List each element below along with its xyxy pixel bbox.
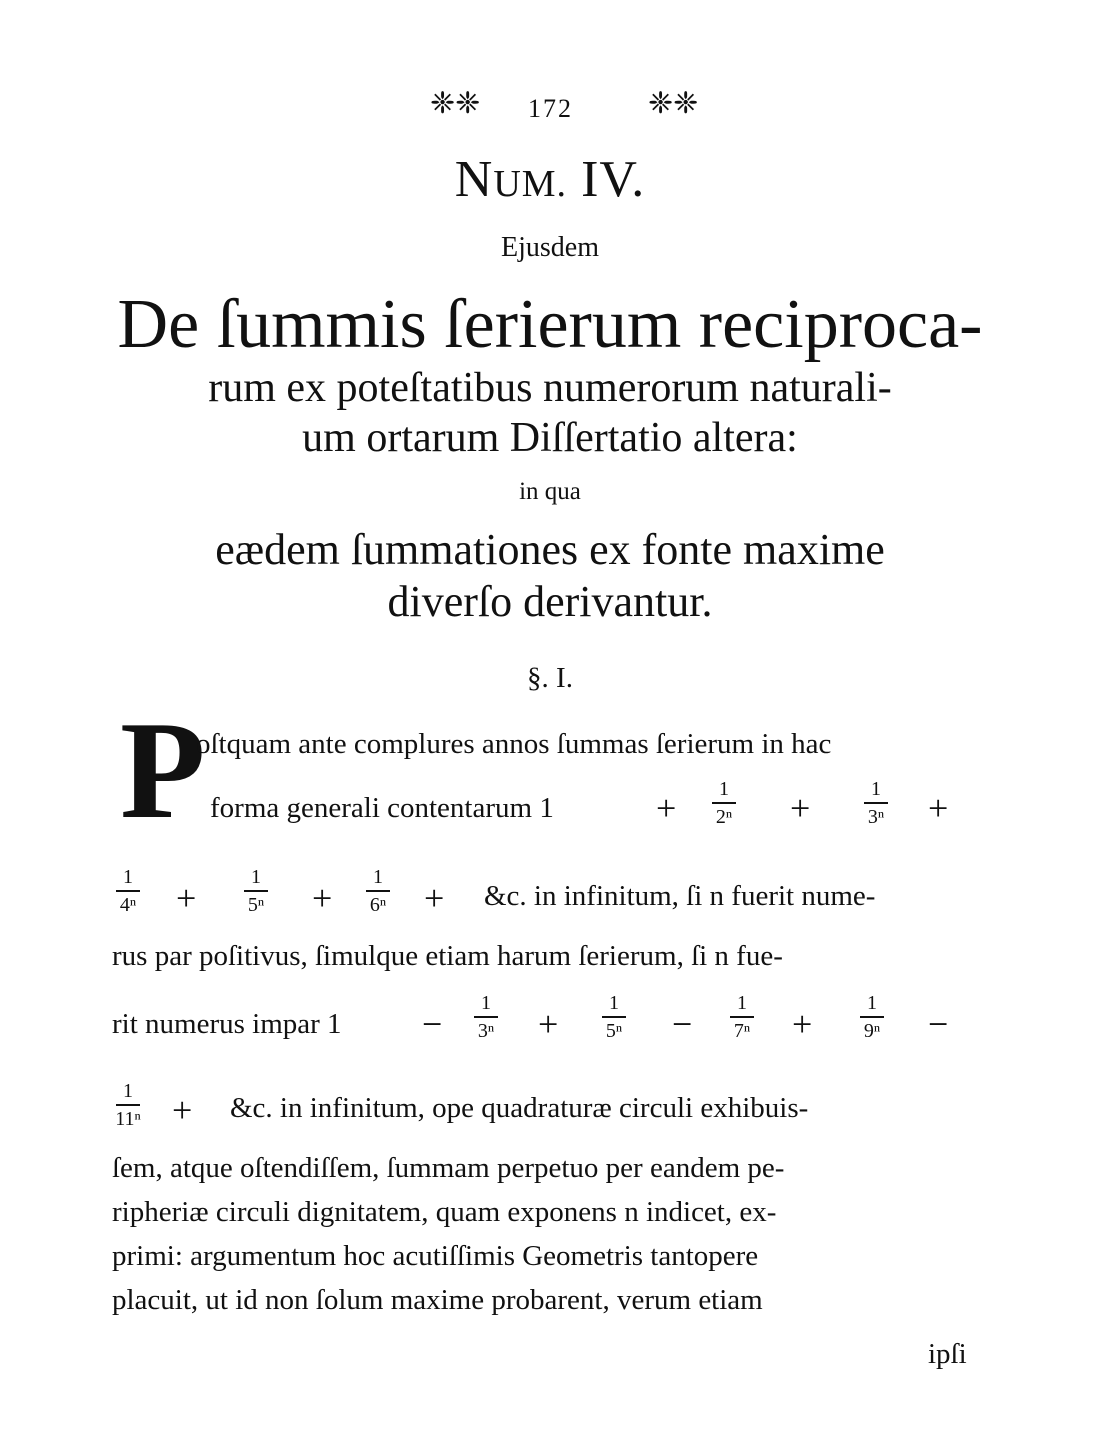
fraction-1-4n	[108, 866, 148, 916]
fraction-numerator: 1	[251, 866, 261, 888]
fraction-numerator: 1	[123, 1080, 133, 1102]
fraction-denominator: 3ⁿ	[477, 1020, 495, 1042]
fraction-numerator: 1	[737, 992, 747, 1014]
fraction-1-5n-b	[594, 992, 634, 1042]
body-line-9: primi: argumentum hoc acutiſſimis Geometris tantopere	[112, 1240, 759, 1272]
title-line-2: rum ex poteſtatibus numerorum naturali-	[208, 365, 892, 411]
plus-sign: +	[176, 878, 197, 918]
author-ref: Ejusdem	[501, 232, 599, 263]
section-number	[0, 150, 1100, 209]
fraction-denominator: 4ⁿ	[119, 894, 137, 916]
plus-sign: +	[790, 788, 811, 828]
fraction-denominator: 5ⁿ	[247, 894, 265, 916]
body-line-7: ſem, atque oſtendiſſem, ſummam perpetuo per eandem pe-	[112, 1152, 785, 1184]
in-qua: in qua	[519, 478, 581, 505]
plus-sign: +	[424, 878, 445, 918]
fraction-1-11n	[108, 1080, 148, 1130]
body-line-5: rit numerus impar 1	[112, 1008, 342, 1040]
fraction-denominator: 2ⁿ	[715, 806, 733, 828]
num-roman: IV.	[581, 151, 646, 208]
fraction-denominator: 9ⁿ	[863, 1020, 881, 1042]
num-rest: UM.	[493, 163, 568, 205]
fraction-denominator: 3ⁿ	[867, 806, 885, 828]
title-line-1: De ſummis ſerierum reciproca-	[117, 286, 983, 363]
plus-sign: +	[656, 788, 677, 828]
fraction-denominator: 6ⁿ	[369, 894, 387, 916]
body-line-2: forma generali contentarum 1	[210, 792, 554, 824]
drop-cap: P	[120, 693, 206, 848]
plus-sign: +	[792, 1004, 813, 1044]
fraction-1-9n	[852, 992, 892, 1042]
fraction-denominator: 7ⁿ	[733, 1020, 751, 1042]
ornament-right-icon: ❈❈	[648, 87, 699, 120]
body-line-8: ripheriæ circuli dignitatem, quam exponens n indicet, ex-	[112, 1196, 777, 1228]
plus-sign: +	[172, 1090, 193, 1130]
fraction-numerator: 1	[123, 866, 133, 888]
catchword: ipſi	[928, 1338, 967, 1370]
fraction-numerator: 1	[481, 992, 491, 1014]
body-line-1: oſtquam ante complures annos ſummas ſerierum in hac	[196, 728, 832, 760]
num-first-letter: N	[454, 151, 494, 208]
minus-sign: −	[422, 1004, 443, 1044]
fraction-numerator: 1	[609, 992, 619, 1014]
title-line-3: um ortarum Diſſertatio altera:	[302, 415, 798, 461]
plus-sign: +	[312, 878, 333, 918]
ornament-left-icon: ❈❈	[430, 87, 481, 120]
fraction-numerator: 1	[867, 992, 877, 1014]
fraction-1-5n	[236, 866, 276, 916]
minus-sign: −	[928, 1004, 949, 1044]
fraction-1-3n-b	[466, 992, 506, 1042]
minus-sign: −	[672, 1004, 693, 1044]
plus-sign: +	[538, 1004, 559, 1044]
body-line-10: placuit, ut id non ſolum maxime probarent, verum etiam	[112, 1284, 763, 1316]
fraction-1-2n	[704, 778, 744, 828]
plus-sign: +	[928, 788, 949, 828]
fraction-1-6n	[358, 866, 398, 916]
body-line-6-tail: &c. in infinitum, ope quadraturæ circuli exhibuis-	[230, 1092, 809, 1124]
fraction-denominator: 11ⁿ	[115, 1108, 141, 1130]
fraction-numerator: 1	[719, 778, 729, 800]
title-line-4: eædem ſummationes ex fonte maxime	[215, 525, 885, 574]
section-mark: §. I.	[527, 662, 573, 694]
fraction-numerator: 1	[373, 866, 383, 888]
title-line-5: diverſo derivantur.	[387, 577, 713, 626]
fraction-denominator: 5ⁿ	[605, 1020, 623, 1042]
fraction-1-7n	[722, 992, 762, 1042]
page-number: 172	[528, 94, 573, 123]
fraction-numerator: 1	[871, 778, 881, 800]
body-line-4: rus par poſitivus, ſimulque etiam harum ſerierum, ſi n fue-	[112, 940, 783, 972]
body-line-3-tail: &c. in infinitum, ſi n fuerit nume-	[484, 880, 876, 912]
fraction-1-3n	[856, 778, 896, 828]
